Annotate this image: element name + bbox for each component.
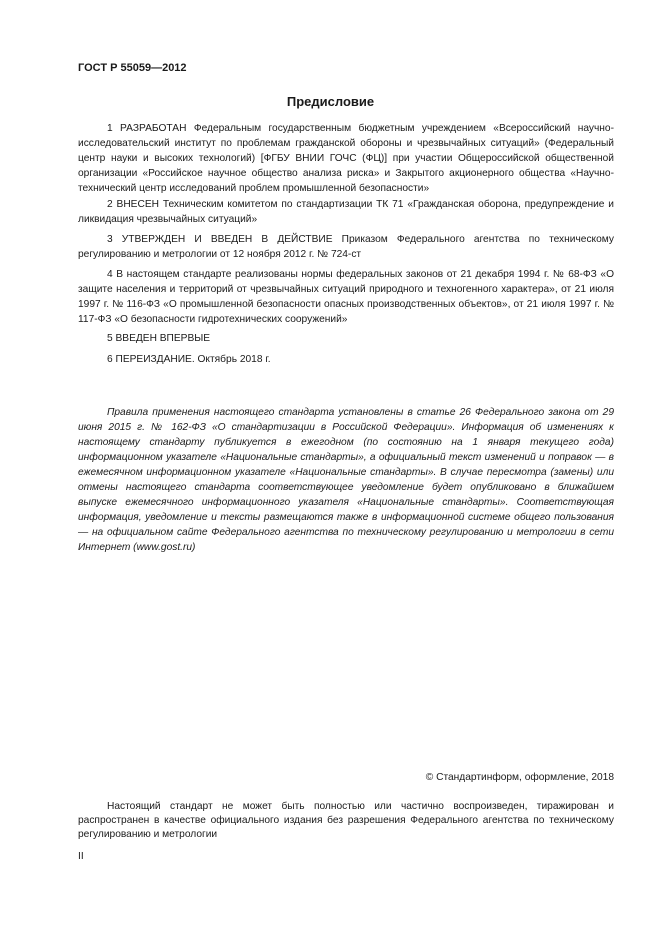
foreword-item-5: 5 ВВЕДЕН ВПЕРВЫЕ xyxy=(107,333,211,344)
foreword-item-1: 1 РАЗРАБОТАН Федеральным государственным бюджетным учреждением «Всероссийский научно-исследовательский институт по проблемам гражданской обороны и чрезвычайных ситуаций» (Федеральный центр науки и высоких технологий) [ФГБУ ВНИИ ГОЧС (ФЦ)] при участии Общероссийской общественной организации «Российское научное общество анализа риска» и Закрытого акционерного общества «Научно-технический центр исследований проблем промышленной безопасности» xyxy=(78,123,614,194)
foreword-item-4: 4 В настоящем стандарте реализованы нормы федеральных законов от 21 декабря 1994 г. № 68-ФЗ «О защите населения и территорий от чрезвычайных ситуаций природного и техногенного характера», от 21 июля 1997 г. № 116-ФЗ «О промышленной безопасности опасных производственных объектов», от 21 июля 1997 г. № 117-ФЗ «О безопасности гидротехнических сооружений» xyxy=(78,269,614,325)
foreword-item-3: 3 УТВЕРЖДЕН И ВВЕДЕН В ДЕЙСТВИЕ Приказом Федерального агентства по техническому регулированию и метрологии от 12 ноября 2012 г. № 724-ст xyxy=(78,234,614,260)
document-code: ГОСТ Р 55059—2012 xyxy=(78,62,187,74)
standard-application-note: Правила применения настоящего стандарта установлены в статье 26 Федерального закона от 29 июня 2015 г. № 162-ФЗ «О стандартизации в Российской Федерации». Информация об изменениях к настоящему стандарту публикуется в ежегодном (по состоянию на 1 января текущего года) информационном указателе «Национальные стандарты», а официальный текст изменений и поправок — в ежемесячном информационном указателе «Национальные стандарты». В случае пересмотра (замены) или отмены настоящего стандарта соответствующее уведомление будет опубликовано в ближайшем выпуске ежемесячного информационного указателя «Национальные стандарты». Соответствующая информация, уведомление и тексты размещаются также в информационной системе общего пользования — на официальном сайте Федерального агентства по техническому регулированию и метрологии в сети Интернет (www.gost.ru) xyxy=(78,407,614,553)
reproduction-notice: Настоящий стандарт не может быть полностью или частично воспроизведен, тиражирован и распространен в качестве официального издания без разрешения Федерального агентства по техническому регулированию и метрологии xyxy=(78,801,614,840)
copyright-text: © Стандартинформ, оформление, 2018 xyxy=(425,772,614,783)
foreword-item-2: 2 ВНЕСЕН Техническим комитетом по стандартизации ТК 71 «Гражданская оборона, предупреждение и ликвидация чрезвычайных ситуаций» xyxy=(78,199,614,225)
page-number: II xyxy=(78,851,84,862)
page-title: Предисловие xyxy=(286,94,375,109)
foreword-item-6: 6 ПЕРЕИЗДАНИЕ. Октябрь 2018 г. xyxy=(107,354,271,365)
